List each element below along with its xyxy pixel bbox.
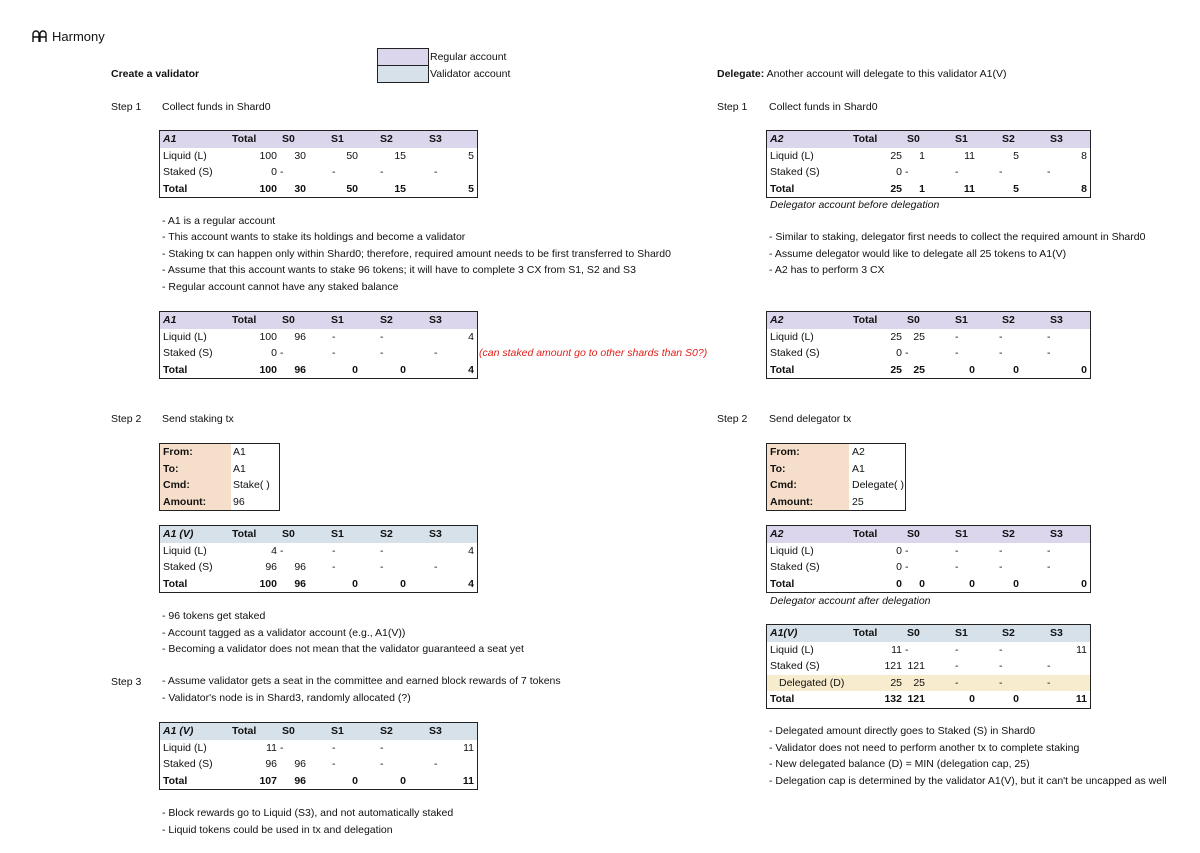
total-cell: 0 (271, 166, 277, 178)
table-header-cell: S3 (429, 133, 442, 145)
table-header-cell: S3 (1050, 528, 1063, 540)
row-label: Liquid (L) (163, 330, 207, 343)
table-row (160, 164, 477, 181)
table-header-cell: Total (853, 627, 878, 639)
table-account-name: A1(V) (770, 627, 798, 639)
s2-cell: - (999, 347, 1003, 359)
s0-cell: 96 (294, 561, 306, 573)
table-header-cell: S2 (1002, 314, 1015, 326)
table-row (160, 148, 477, 165)
s0-cell: 30 (294, 149, 306, 162)
row-label: Staked (S) (770, 660, 820, 672)
table-row (767, 148, 1090, 165)
table-row (767, 164, 1090, 181)
total-cell: 100 (259, 182, 277, 195)
s3-cell: - (1047, 330, 1051, 343)
total-cell: 11 (266, 741, 277, 754)
staking-tx-box (159, 443, 280, 511)
table-account-name: A1 (163, 314, 177, 326)
s3-cell: 8 (1081, 149, 1087, 162)
total-cell: 4 (271, 544, 277, 557)
table-header-cell: S3 (1050, 133, 1063, 145)
s3-cell: - (1047, 166, 1051, 178)
table-header-cell: S1 (331, 725, 344, 737)
table-header-cell: S1 (331, 133, 344, 145)
table-row (767, 543, 1090, 560)
row-label: Liquid (L) (163, 149, 207, 162)
table-account-name: A1 (V) (163, 528, 194, 540)
row-label: Staked (S) (163, 561, 213, 573)
s2-cell: - (999, 544, 1003, 557)
table-row (160, 329, 477, 346)
s2-cell: 5 (1013, 182, 1019, 195)
left-note: - Assume that this account wants to stake 96 tokens; it will have to complete 3 CX from S1, S2 and S3 (162, 264, 636, 276)
row-label: Total (163, 774, 188, 787)
s3-cell: 0 (1081, 363, 1087, 376)
s0-cell: 121 (907, 660, 925, 672)
table-header-cell: S1 (331, 528, 344, 540)
legend-regular-label: Regular account (430, 51, 507, 63)
s2-cell: - (999, 660, 1003, 672)
row-label: Staked (S) (163, 347, 213, 359)
s0-cell: 121 (907, 693, 925, 705)
s0-cell: - (280, 166, 284, 178)
left-step1-label: Step 1 (111, 101, 142, 113)
harmony-logo (31, 29, 105, 44)
left-note: - Account tagged as a validator account (e.g., A1(V)) (162, 627, 406, 639)
s0-cell: - (280, 544, 284, 557)
s0-cell: 96 (294, 758, 306, 770)
tx-cmd-key: Cmd: (767, 477, 849, 494)
total-cell: 25 (890, 676, 902, 689)
s3-cell: - (434, 758, 438, 770)
table-a1v-after-rewards (159, 722, 478, 790)
table-header-cell: Total (232, 725, 257, 737)
s0-cell: 96 (294, 577, 306, 590)
tx-amount-value: 96 (233, 495, 245, 508)
s3-cell: - (434, 561, 438, 573)
table-header-cell: Total (232, 528, 257, 540)
table-header-cell: S0 (907, 627, 920, 639)
table-header-cell: S3 (1050, 314, 1063, 326)
tx-to-key: To: (767, 461, 849, 478)
left-note: - This account wants to stake its holdings and become a validator (162, 231, 466, 243)
s1-cell: - (955, 660, 959, 672)
table-header-cell: Total (232, 133, 257, 145)
right-note: - New delegated balance (D) = MIN (delegation cap, 25) (769, 758, 1030, 770)
row-label: Staked (S) (163, 166, 213, 178)
table-row (767, 345, 1090, 362)
s1-cell: - (332, 347, 336, 359)
s2-cell: - (380, 561, 384, 573)
left-note: - 96 tokens get staked (162, 610, 266, 622)
table-header-cell: S1 (955, 528, 968, 540)
s0-cell: 1 (919, 182, 925, 195)
s1-cell: - (955, 544, 959, 557)
s3-cell: 4 (468, 363, 474, 376)
table-header-row (160, 131, 477, 148)
s1-cell: - (955, 347, 959, 359)
row-label: Total (770, 693, 795, 705)
s3-cell: - (1047, 347, 1051, 359)
s1-cell: - (332, 741, 336, 754)
total-cell: 0 (896, 544, 902, 557)
s1-cell: - (332, 758, 336, 770)
table-header-cell: S2 (380, 314, 393, 326)
total-cell: 107 (259, 774, 277, 787)
s1-cell: 11 (963, 182, 975, 195)
left-title: Create a validator (111, 68, 200, 80)
left-step3-label: Step 3 (111, 676, 142, 688)
s0-cell: 25 (913, 676, 925, 689)
table-total-row (767, 576, 1090, 593)
s2-cell: - (999, 561, 1003, 573)
s2-cell: 0 (1013, 577, 1019, 590)
left-note: - Block rewards go to Liquid (S3), and not automatically staked (162, 807, 454, 819)
total-cell: 0 (896, 347, 902, 359)
table-row (767, 675, 1090, 692)
table-header-cell: S2 (380, 528, 393, 540)
tx-to-key: To: (160, 461, 231, 478)
left-note: - Liquid tokens could be used in tx and delegation (162, 824, 393, 836)
table-header-cell: S0 (282, 314, 295, 326)
right-note: - A2 has to perform 3 CX (769, 264, 885, 276)
total-cell: 0 (271, 347, 277, 359)
total-cell: 132 (884, 693, 902, 705)
s1-cell: 11 (964, 149, 975, 162)
table-total-row (767, 181, 1090, 198)
table-header-row (160, 723, 477, 740)
right-step1-label: Step 1 (717, 101, 748, 113)
row-label: Total (770, 363, 795, 376)
s2-cell: 0 (400, 774, 406, 787)
s3-cell: - (1047, 561, 1051, 573)
table-total-row (160, 576, 477, 593)
table-a2-after-cx (766, 311, 1091, 379)
table-header-cell: S0 (907, 314, 920, 326)
total-cell: 121 (884, 660, 902, 672)
right-step2-text: Send delegator tx (769, 413, 852, 425)
table-account-name: A2 (770, 133, 784, 145)
s1-cell: - (955, 166, 959, 178)
s0-cell: 25 (913, 363, 925, 376)
s3-cell: - (434, 347, 438, 359)
row-label: Total (163, 182, 188, 195)
s2-cell: 0 (1013, 363, 1019, 376)
row-label: Total (163, 577, 188, 590)
s3-cell: 5 (468, 149, 474, 162)
total-cell: 25 (890, 149, 902, 162)
table-header-cell: Total (232, 314, 257, 326)
table-total-row (160, 181, 477, 198)
table-header-row (160, 312, 477, 329)
row-label: Liquid (L) (770, 330, 814, 343)
s2-cell: 15 (394, 182, 406, 195)
s2-cell: 0 (400, 577, 406, 590)
s1-cell: 0 (969, 363, 975, 376)
table-a1-initial (159, 130, 478, 198)
s1-cell: - (332, 561, 336, 573)
table-header-cell: S3 (429, 528, 442, 540)
table-header-cell: Total (853, 133, 878, 145)
s2-cell: 5 (1013, 149, 1019, 162)
s1-cell: - (955, 330, 959, 343)
legend-swatch-regular (377, 48, 429, 66)
table-row (160, 543, 477, 560)
right-note: - Similar to staking, delegator first needs to collect the required amount in Shard0 (769, 231, 1146, 243)
table-header-cell: Total (853, 314, 878, 326)
s1-cell: 50 (346, 149, 358, 162)
right-title-bold: Delegate: (717, 68, 765, 80)
right-note: - Delegated amount directly goes to Staked (S) in Shard0 (769, 725, 1036, 737)
total-cell: 25 (890, 330, 902, 343)
table-header-cell: S0 (282, 725, 295, 737)
tx-to-value: A1 (852, 462, 865, 475)
row-label: Total (770, 182, 795, 195)
right-title-rest: Another account will delegate to this validator A1(V) (766, 68, 1007, 80)
s3-cell: 4 (468, 330, 474, 343)
table-header-cell: S1 (955, 314, 968, 326)
s2-cell: - (380, 741, 384, 754)
s3-cell: 4 (468, 544, 474, 557)
s1-cell: 0 (969, 577, 975, 590)
s3-cell: 0 (1081, 577, 1087, 590)
table-account-name: A2 (770, 528, 784, 540)
tx-from-value: A2 (852, 446, 865, 458)
table-header-cell: S0 (907, 528, 920, 540)
row-label: Staked (S) (770, 166, 820, 178)
s0-cell: 96 (294, 774, 306, 787)
total-cell: 100 (259, 363, 277, 376)
total-cell: 0 (896, 561, 902, 573)
total-cell: 11 (891, 643, 902, 656)
table-header-row (767, 131, 1090, 148)
table-row (160, 345, 477, 362)
table-row (767, 642, 1090, 659)
table-header-cell: S1 (331, 314, 344, 326)
s0-cell: - (905, 166, 909, 178)
table-row (160, 740, 477, 757)
table-row (767, 559, 1090, 576)
s2-cell: - (380, 330, 384, 343)
table-header-cell: S2 (1002, 528, 1015, 540)
s2-cell: - (380, 166, 384, 178)
s0-cell: 30 (294, 182, 306, 195)
s0-cell: 1 (919, 149, 925, 162)
table-total-row (767, 691, 1090, 708)
table-header-cell: S3 (429, 314, 442, 326)
total-cell: 100 (259, 330, 277, 343)
total-cell: 0 (896, 577, 902, 590)
s3-cell: - (1047, 544, 1051, 557)
s3-cell: 11 (1075, 693, 1087, 705)
row-label: Total (770, 577, 795, 590)
s1-cell: - (955, 676, 959, 689)
table-header-cell: S2 (1002, 133, 1015, 145)
table-a1v-after-delegation (766, 624, 1091, 709)
question-note: (can staked amount go to other shards than S0?) (479, 347, 708, 359)
left-note: - Assume validator gets a seat in the committee and earned block rewards of 7 tokens (162, 675, 561, 687)
table-row (160, 756, 477, 773)
legend-swatch-validator (377, 65, 429, 83)
total-cell: 100 (259, 577, 277, 590)
harmony-logo-icon (31, 30, 48, 43)
s1-cell: - (332, 166, 336, 178)
s0-cell: - (905, 561, 909, 573)
right-title (717, 68, 1007, 80)
left-note: - Staking tx can happen only within Shard0; therefore, required amount needs to be first transferred to Shard0 (162, 248, 671, 260)
brand-name: Harmony (52, 29, 105, 44)
s0-cell: - (905, 347, 909, 359)
s3-cell: 11 (462, 774, 474, 787)
s1-cell: 50 (346, 182, 358, 195)
legend-validator-label: Validator account (430, 68, 511, 80)
s1-cell: - (955, 643, 959, 656)
table-header-row (160, 526, 477, 543)
s3-cell: 8 (1081, 182, 1087, 195)
row-label: Liquid (L) (770, 544, 814, 557)
row-label: Liquid (L) (770, 149, 814, 162)
left-step2-label: Step 2 (111, 413, 142, 425)
table-a2-after-delegation (766, 525, 1091, 593)
row-label: Liquid (L) (770, 643, 814, 656)
tx-from-key: From: (767, 444, 849, 461)
table-row (767, 658, 1090, 675)
right-note: - Delegation cap is determined by the validator A1(V), but it can't be uncapped as well (769, 775, 1167, 787)
left-note: - Validator's node is in Shard3, randomly allocated (?) (162, 692, 411, 704)
s2-cell: - (380, 544, 384, 557)
s3-cell: - (434, 166, 438, 178)
tx-from-value: A1 (233, 446, 246, 458)
s1-cell: - (955, 561, 959, 573)
s2-cell: - (999, 676, 1003, 689)
s0-cell: - (905, 643, 909, 656)
table-header-cell: S1 (955, 133, 968, 145)
tx-amount-value: 25 (852, 495, 864, 508)
left-step1-text: Collect funds in Shard0 (162, 101, 271, 113)
s2-cell: 15 (394, 149, 406, 162)
left-step2-text: Send staking tx (162, 413, 234, 425)
row-label: Staked (S) (163, 758, 213, 770)
row-label: Staked (S) (770, 347, 820, 359)
table-row (160, 559, 477, 576)
s1-cell: 0 (352, 363, 358, 376)
table-total-row (160, 773, 477, 790)
s0-cell: 96 (294, 363, 306, 376)
table-header-cell: S1 (955, 627, 968, 639)
s2-cell: - (380, 758, 384, 770)
total-cell: 25 (890, 182, 902, 195)
caption-before-delegation: Delegator account before delegation (770, 199, 940, 211)
s2-cell: 0 (400, 363, 406, 376)
s0-cell: - (280, 347, 284, 359)
s3-cell: 11 (1076, 643, 1087, 656)
s3-cell: 5 (468, 182, 474, 195)
table-header-cell: S2 (380, 133, 393, 145)
s3-cell: 11 (463, 741, 474, 754)
total-cell: 96 (265, 561, 277, 573)
table-account-name: A2 (770, 314, 784, 326)
s1-cell: 0 (352, 577, 358, 590)
table-header-cell: S3 (429, 725, 442, 737)
table-header-row (767, 625, 1090, 642)
table-total-row (767, 362, 1090, 379)
total-cell: 25 (890, 363, 902, 376)
s0-cell: 25 (913, 330, 925, 343)
s2-cell: - (999, 330, 1003, 343)
tx-cmd-value: Stake( ) (233, 479, 270, 491)
table-header-row (767, 526, 1090, 543)
table-header-cell: S0 (282, 133, 295, 145)
left-note: - A1 is a regular account (162, 215, 276, 227)
s3-cell: 4 (468, 577, 474, 590)
table-header-cell: S0 (907, 133, 920, 145)
row-label: Liquid (L) (163, 544, 207, 557)
tx-to-value: A1 (233, 462, 246, 475)
table-a1-after-cx (159, 311, 478, 379)
table-account-name: A1 (163, 133, 177, 145)
total-cell: 96 (265, 758, 277, 770)
table-a1v-after-stake (159, 525, 478, 593)
left-note: - Becoming a validator does not mean that the validator guaranteed a seat yet (162, 643, 524, 655)
delegator-tx-box (766, 443, 906, 511)
s1-cell: - (332, 330, 336, 343)
s1-cell: 0 (969, 693, 975, 705)
table-total-row (160, 362, 477, 379)
s3-cell: - (1047, 660, 1051, 672)
tx-cmd-key: Cmd: (160, 477, 231, 494)
table-row (767, 329, 1090, 346)
s0-cell: 96 (294, 330, 306, 343)
right-step1-text: Collect funds in Shard0 (769, 101, 878, 113)
row-label: Delegated (D) (779, 676, 845, 689)
s3-cell: - (1047, 676, 1051, 689)
total-cell: 0 (896, 166, 902, 178)
s2-cell: - (999, 643, 1003, 656)
tx-amount-key: Amount: (767, 494, 849, 511)
s0-cell: 0 (919, 577, 925, 590)
s2-cell: - (380, 347, 384, 359)
right-step2-label: Step 2 (717, 413, 748, 425)
caption-after-delegation: Delegator account after delegation (770, 595, 931, 607)
s0-cell: - (280, 741, 284, 754)
table-a2-initial (766, 130, 1091, 198)
tx-cmd-value: Delegate( ) (852, 479, 904, 491)
s2-cell: - (999, 166, 1003, 178)
right-note: - Assume delegator would like to delegate all 25 tokens to A1(V) (769, 248, 1067, 260)
s1-cell: 0 (352, 774, 358, 787)
table-header-cell: Total (853, 528, 878, 540)
table-header-cell: S0 (282, 528, 295, 540)
row-label: Staked (S) (770, 561, 820, 573)
left-note: - Regular account cannot have any staked balance (162, 281, 399, 293)
table-header-cell: S2 (380, 725, 393, 737)
s2-cell: 0 (1013, 693, 1019, 705)
row-label: Liquid (L) (163, 741, 207, 754)
tx-from-key: From: (160, 444, 231, 461)
right-note: - Validator does not need to perform another tx to complete staking (769, 742, 1080, 754)
table-header-cell: S2 (1002, 627, 1015, 639)
table-account-name: A1 (V) (163, 725, 194, 737)
s1-cell: - (332, 544, 336, 557)
total-cell: 100 (259, 149, 277, 162)
table-header-cell: S3 (1050, 627, 1063, 639)
table-header-row (767, 312, 1090, 329)
s0-cell: - (905, 544, 909, 557)
tx-amount-key: Amount: (160, 494, 231, 511)
row-label: Total (163, 363, 188, 376)
